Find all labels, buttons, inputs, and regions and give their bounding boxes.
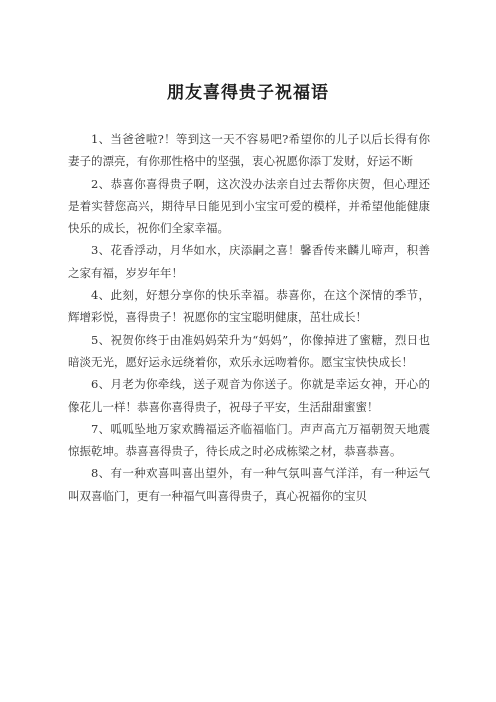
paragraph-6: 6、月老为你牵线，送子观音为你送子。你就是幸运女神，开心的像花儿一样！恭喜你喜得贵子，祝母子平安，生活甜甜蜜蜜！ bbox=[68, 377, 430, 414]
paragraph-7: 7、呱呱坠地万家欢腾福运齐临福临门。声声高亢万福朝贺天地震惊振乾坤。恭喜喜得贵子，待长成之时必成栋梁之材，恭喜恭喜。 bbox=[68, 421, 430, 459]
document-title: 朋友喜得贵子祝福语 bbox=[167, 83, 329, 103]
document-body bbox=[68, 128, 430, 507]
paragraph-8: 8、有一种欢喜叫喜出望外，有一种气氛叫喜气洋洋，有一种运气叫双喜临门，更有一种福气叫喜得贵子，真心祝福你的宝贝 bbox=[68, 466, 430, 503]
paragraph-2: 2、恭喜你喜得贵子啊，这次没办法亲自过去帮你庆贺，但心理还是着实替您高兴，期待早日能见到小宝宝可爱的模样，并希望他能健康快乐的成长，祝你们全家幸福。 bbox=[68, 176, 430, 236]
paragraph-4: 4、此刻，好想分享你的快乐幸福。恭喜你，在这个深情的季节，辉增彩悦，喜得贵子！祝愿你的宝宝聪明健康，茁壮成长！ bbox=[68, 288, 430, 325]
paragraph-1: 1、当爸爸啦?！等到这一天不容易吧?希望你的儿子以后长得有你妻子的漂亮，有你那性格中的坚强，衷心祝愿你添丁发财，好运不断 bbox=[68, 132, 430, 169]
paragraph-3: 3、花香浮动，月华如水，庆添嗣之喜！馨香传来麟儿啼声，积善之家有福，岁岁年年！ bbox=[68, 243, 430, 280]
paragraph-5: 5、祝贺你终于由准妈妈荣升为“妈妈”，你像掉进了蜜糖，烈日也暗淡无光，愿好运永远绕着你，欢乐永远吻着你。愿宝宝快快成长！ bbox=[68, 332, 430, 369]
